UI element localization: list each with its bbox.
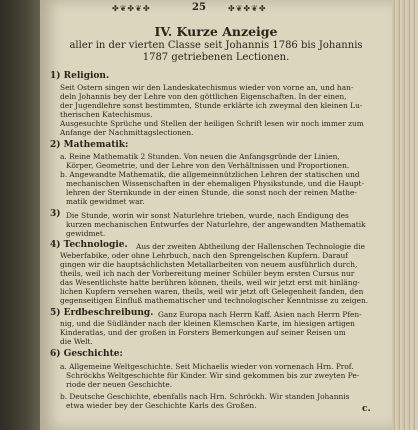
subtitle-line: 1787 getriebenen Lectionen. (142, 52, 290, 63)
section-heading-mathematik: 2) Mathematik: (50, 140, 129, 150)
text-line: der Jugendlehre sonst bestimmten, Stunde erklärte ich zweymal den kleinen Lu- (60, 101, 363, 110)
text-line: Die Stunde, worin wir sonst Naturlehre trieben, wurde, nach Endigung des (66, 211, 349, 220)
text-line: gegenseitigen Einfluß mathematischer und technologischer Kenntnisse zu zeigen. (60, 296, 369, 305)
text-line: gewidmet. (66, 229, 106, 238)
text-line: kurzen mechanischen Entwurfes der Naturlehre, der angewandten Mathematik (66, 220, 366, 229)
page-number: 25 (192, 2, 206, 13)
header-ornament-right: ✤❦✤❦✤ (228, 4, 267, 13)
section-heading-erdbeschreibung: 5) Erdbeschreibung. (50, 308, 154, 318)
text-line: nig, und die Südländer nach der kleinen Klemschen Karte, im hiesigen artigen (60, 319, 355, 328)
text-line: riode der neuen Geschichte. (66, 380, 173, 389)
catchword: c. (362, 404, 371, 414)
section-heading-technologie: 4) Technologie. (50, 240, 128, 250)
text-line: therischen Katechismus. (60, 110, 153, 119)
text-line: Ganz Europa nach Herrn Kaff. Asien nach Herrn Pfen- (158, 310, 362, 319)
text-line: b. Deutsche Geschichte, ebenfalls nach Hrn. Schröckh. Wir standen Johannis (60, 392, 350, 401)
text-line: Seit Ostern singen wir den Landeskatechismus wieder von vorne an, und han- (60, 83, 354, 92)
section-heading-religion: 1) Religion. (50, 71, 110, 81)
header-ornament-left: ✤❦✤❦✤ (112, 4, 151, 13)
text-line: b. Angewandte Mathematik, die allgemeinnützlichen Lehren der statischen und (60, 170, 360, 179)
text-line: Weberfabike, oder ohne Lehrbuch, nach den Sprengelschen Kupfern. Darauf (60, 251, 349, 260)
text-line: das Wesentlichste hatte berühren können, theils, weil wir jetzt erst mit hinläng- (60, 278, 360, 287)
text-line: Schröckhs Weltgeschichte für Kinder. Wir sind gekommen bis zur zweyten Pe- (66, 371, 360, 380)
text-line: deln Johannis bey der Lehre von den göttlichen Eigenschaften. In der einen, (60, 92, 347, 101)
text-line: a. Allgemeine Weltgeschichte. Seit Michaelis wieder von vornenach Hrn. Prof. (60, 362, 354, 371)
text-line: matik gewidmet war. (66, 197, 145, 206)
section-title: IV. Kurze Anzeige (154, 24, 278, 39)
text-line: mechanischen Wissenschaften in der ehemaligen Physikstunde, und die Haupt- (66, 179, 364, 188)
text-line: etwa wieder bey der Geschichte Karls des Großen. (66, 401, 257, 410)
text-line: lichen Kupfern versehen waren, theils, weil wir jetzt oft Gelegenheit fanden, den (60, 287, 364, 296)
subtitle-line: aller in der vierten Classe seit Johannis 1786 bis Johannis (69, 40, 363, 51)
text-line: Aus der zweiten Abtheilung der Hallenschen Technologie die (136, 242, 365, 251)
text-line: Ausgesuchte Sprüche und Stellen der heiligen Schrift lesen wir noch immer zum (60, 119, 364, 128)
left-binding-shadow (0, 0, 44, 430)
section-heading-3: 3) (50, 209, 61, 219)
text-line: gingen wir die hauptsächlichsten Metallarbeiten von neuem ausführlich durch, (60, 260, 358, 269)
text-line: Anfange der Nachmittagslectionen. (60, 128, 194, 137)
book-page (40, 0, 392, 430)
text-line: theils, weil ich nach der Vorbereitung meiner Schüler beym ersten Cursus nur (60, 269, 355, 278)
text-line: die Welt. (60, 337, 93, 346)
text-line: Kinderatlas, und der großen in Forsters Bemerkungen auf seiner Reisen um (60, 328, 346, 337)
text-line: a. Reine Mathematik 2 Stunden. Von neuen die Anfangsgründe der Linien, (60, 152, 340, 161)
text-line: Körper, Geometrie, und der Lehre von den Verhältnissen und Proportionen. (66, 161, 350, 170)
page-edges (392, 0, 418, 430)
text-line: lehren der Sternkunde in der einen Stunde, die sonst noch der reinen Mathe- (66, 188, 357, 197)
section-heading-geschichte: 6) Geschichte: (50, 349, 123, 359)
